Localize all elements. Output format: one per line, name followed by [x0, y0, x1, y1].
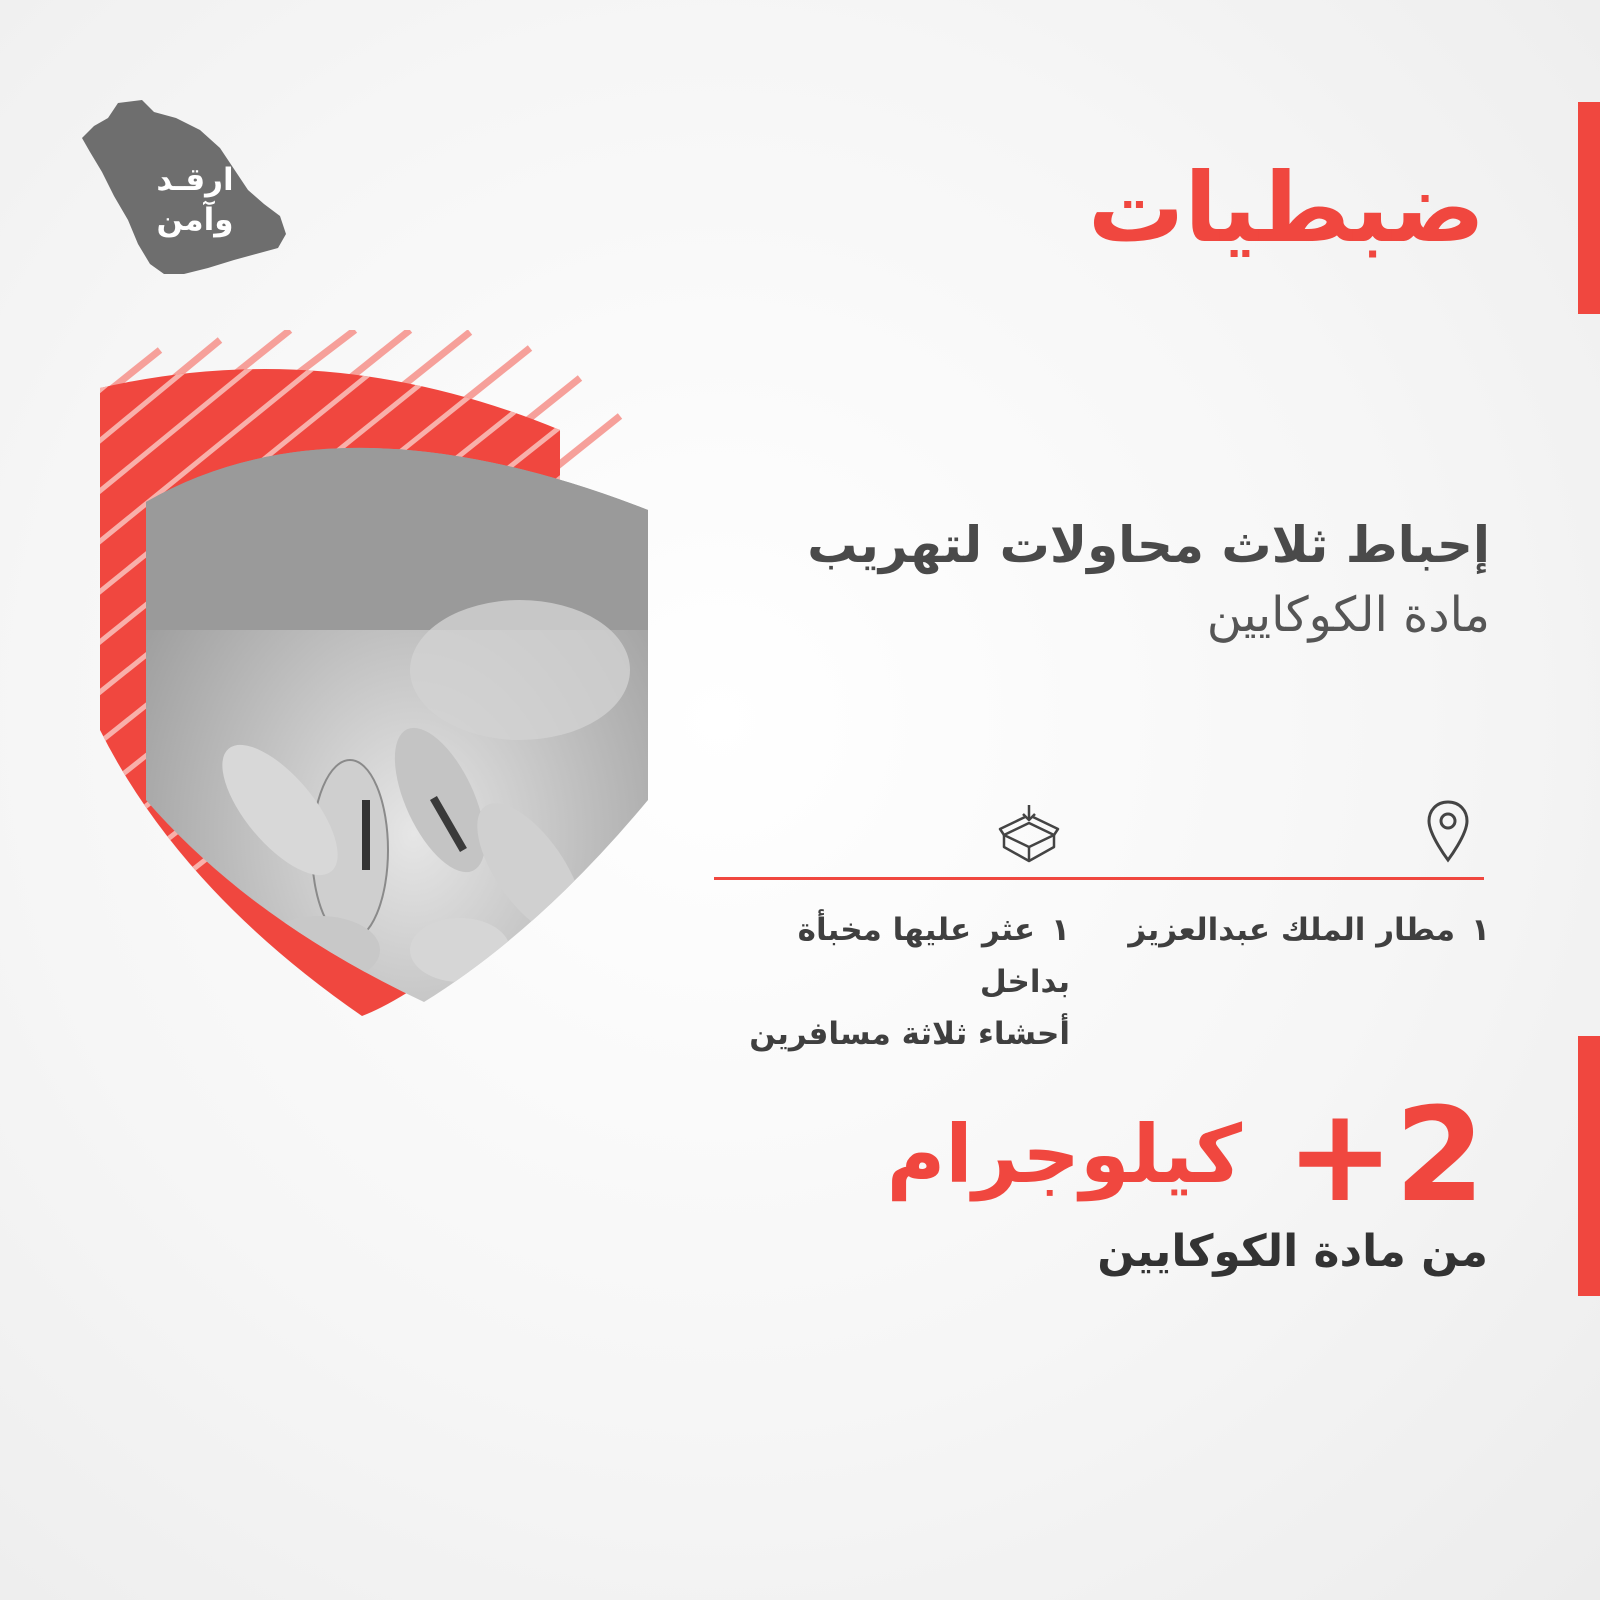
headline	[807, 510, 1490, 650]
finding-line-1: عثر عليها مخبأة بداخل	[797, 912, 1070, 1000]
logo	[80, 98, 300, 288]
accent-bar-bottom	[1578, 1036, 1600, 1296]
stat-unit: كيلوجرام	[886, 1108, 1243, 1201]
logo-line-1: ارقـد	[156, 162, 234, 198]
location-text: مطار الملك عبدالعزيز	[1128, 912, 1456, 948]
finding-number: ١	[1051, 912, 1070, 948]
info-location	[1128, 904, 1490, 956]
package-box-icon	[998, 803, 1060, 865]
finding-line-2: أحشاء ثلاثة مسافرين	[749, 1016, 1070, 1052]
stat-caption: من مادة الكوكايين	[1097, 1226, 1488, 1277]
accent-bar-top	[1578, 102, 1600, 314]
logo-text	[120, 160, 270, 240]
location-pin-icon	[1426, 800, 1470, 864]
shield-photo-area	[100, 330, 670, 1030]
page-title: ضبطيات	[1087, 152, 1485, 264]
headline-sub: مادة الكوكايين	[1206, 587, 1490, 643]
info-finding	[700, 904, 1070, 1060]
logo-line-2: وآمن	[156, 202, 234, 238]
headline-main: إحباط ثلاث محاولات لتهريب	[807, 516, 1490, 574]
divider-line	[714, 877, 1484, 880]
location-number: ١	[1471, 912, 1490, 948]
stat-number: +2	[1285, 1079, 1485, 1231]
stat	[887, 1080, 1485, 1230]
